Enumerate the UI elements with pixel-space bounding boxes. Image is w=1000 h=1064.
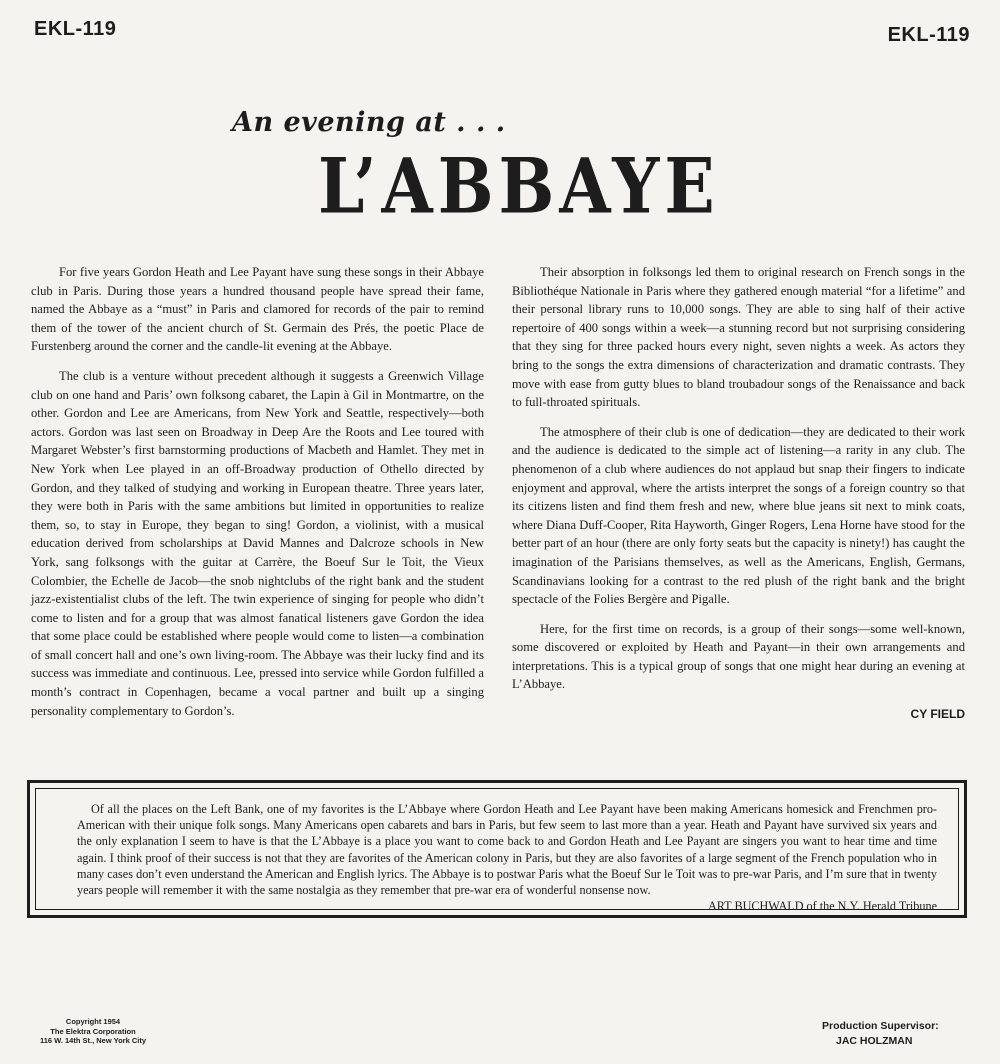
liner-paragraph: The atmosphere of their club is one of dedication—they are dedicated to their work and the audience is dedicated to the simple act of listening—a rarity in any club. The phenomenon of a club where audiences do not applaud but snap their fingers to indicate enjoyment and approval, where the artists interpret the songs of a foreign country so that its citizens listen and find them fresh and new, where blue jeans sit next to mink coats, where Diana Duff-Cooper, Rita Hayworth, Ginger Rogers, Lena Horne have stood for the better part of an hour (there are only forty seats but the capacity is ninety!) has caught the imagination of the Parisians themselves, as well as the Americans, English, Germans, Scandinavians looking for a contrast to the red plush of the right bank and the bright spectacle of the Folies Bergère and Pigalle. [512,424,965,607]
album-title: L’ABBAYE [318,141,720,231]
liner-paragraph: Their absorption in folksongs led them to original research on French songs in the Bibliothéque Nationale in Paris where they gathered enough material “for a lifetime” and their personal library runs to 10,000 songs. They are able to sing half of their active repertoire of 400 songs within a week—a stunning record but not surprising considering that they sing for three packed hours every night, seven nights a week. As actors they bring to the songs the extra dimensions of characterization and dramatic contrasts. They move with ease from gutty blues to bland troubadour songs of the Renaissance and back to full-throated spirituals. [512,265,965,410]
address-line: 116 W. 14th St., New York City [39,1036,146,1045]
liner-notes-right-column [512,263,965,724]
publisher-line: The Elektra Corporation [50,1026,136,1036]
liner-notes-left-column [31,263,484,731]
press-quote [77,801,937,914]
liner-paragraph: Here, for the first time on records, is a group of their songs—some well-known, some discovered or exploited by Heath and Payant—in their own arrangements and interpretations. This is a typical group of songs that one might hear during an evening at L’Abbaye. [512,621,965,692]
album-subtitle: An evening at . . . [232,107,506,138]
catalog-number-left: EKL-119 [34,18,117,40]
copyright-notice [33,1017,153,1046]
press-quote-box [27,780,967,918]
production-label: Production Supervisor: [822,1020,939,1032]
catalog-number-right: EKL-119 [887,24,970,46]
liner-paragraph: The club is a venture without precedent although it suggests a Greenwich Village club on one hand and Paris’ own folksong cabaret, the Lapin à Gil in Montmartre, on the other. Gordon and Lee are Americans, from New York and Seattle, respectively—both actors. Gordon was last seen on Broadway in Deep Are the Roots and Lee toured with Margaret Webster’s first barnstorming productions of Macbeth and Hamlet. They met in New York when Lee played in an off-Broadway production of Othello directed by Gordon, and they talked of studying and working in European theatre. Three years later, they were both in Paris with the same ambitions but limited in opportunities to realize them, so, to stay in Europe, they began to sing! Gordon, a violinist, with a musical education derived from scholarships at David Mannes and Dalcroze schools in New York, sang folksongs with the guitar at Carrère, the Boeuf Sur le Toit, the Vieux Colombier, the Echelle de Jacob—the snob nightclubs of the right bank and the student jazz-existentialist clubs of the left. The twin experience of singing for people who didn’t come to listen and for a group that was almost fanatical listeners gave Gordon the idea that some place could be established where people would come to listen—a combination of small concert hall and one’s own living-room. The Abbaye was their lucky find and its success was immediate and continuous. Lee, pressed into service while Gordon fulfilled a month’s contract in Copenhagen, became a vocal partner and built up a singing personality complementary to Gordon’s. [31,368,484,718]
liner-notes-signature: CY FIELD [910,707,965,722]
liner-paragraph: For five years Gordon Heath and Lee Payant have sung these songs in their Abbaye club in Paris. During those years a hundred thousand people have spread their fame, named the Abbaye as a “must” in Paris and clamored for records of the pair to remind them of the tower of the ancient church of St. Germain des Prés, the poetic Place de Furstenberg around the corner and the candle-lit evening at the Abbaye. [31,265,484,354]
press-quote-attribution: ART BUCHWALD of the N.Y. Herald Tribune [707,899,937,914]
copyright-line: Copyright 1954 [65,1017,121,1026]
production-supervisor-name: JAC HOLZMAN [836,1035,913,1047]
production-credit [822,1019,939,1049]
press-quote-text: Of all the places on the Left Bank, one of my favorites is the L’Abbaye where Gordon Heath and Lee Payant have been making Americans homesick and Frenchmen pro-American with their unique folk songs. Many Americans open cabarets and bars in Paris, but few seem to last more than a year. Heath and Payant have survived six years and the only explanation I seem to have is that the L’Abbaye is a place you want to come back to and Gordon Heath and Lee Payant are singers you want to hear time and time again. I think proof of their success is not that they are favorites of the American colony in Paris, but they are also favorites of a large segment of the French population who in many cases don’t even understand the American and English lyrics. The Abbaye is to postwar Paris what the Boeuf Sur le Toit was to pre-war Paris, and I’m sure that in twenty years people will remember it with the same nostalgia as they remember that pre-war era of wonderful nonsense now. [77,802,937,898]
